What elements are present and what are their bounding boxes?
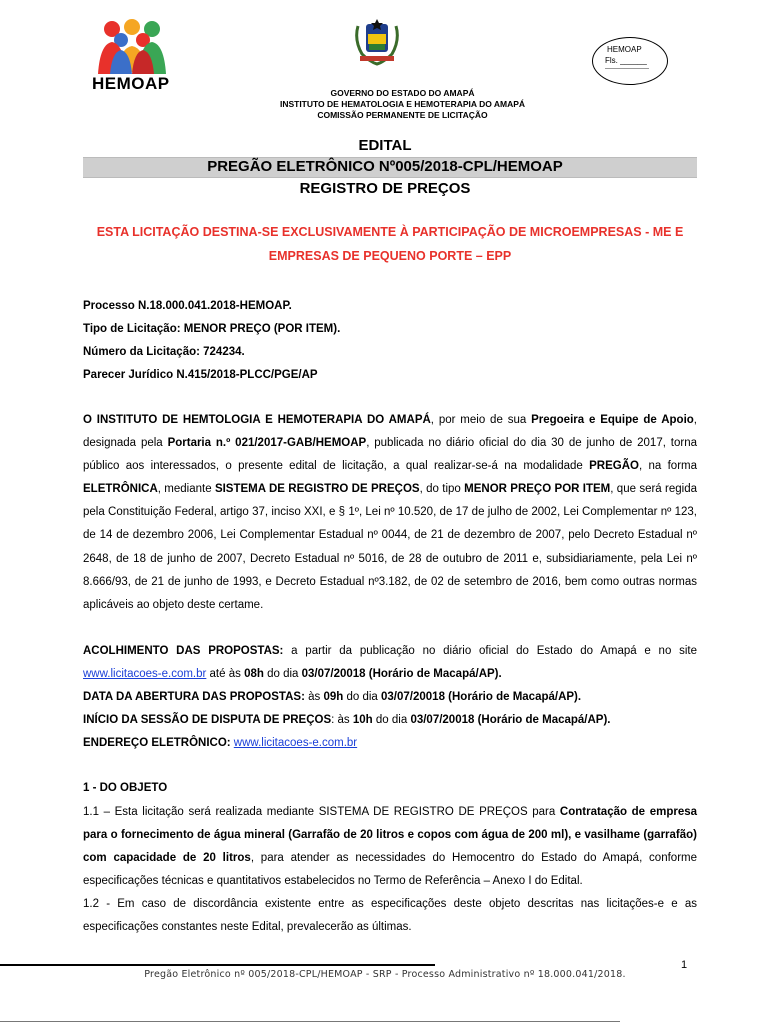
gov-line-3: COMISSÃO PERMANENTE DE LICITAÇÃO (317, 110, 488, 120)
bottom-rule (0, 1021, 620, 1022)
sessao-line: INÍCIO DA SESSÃO DE DISPUTA DE PREÇOS: às 10h do dia 03/07/20018 (Horário de Macapá/AP). (83, 714, 611, 726)
stamp-title: HEMOAP (607, 45, 642, 54)
title-pregao: PREGÃO ELETRÔNICO Nº005/2018-CPL/HEMOAP (207, 158, 563, 175)
page-number: 1 (681, 959, 688, 971)
endereco-link[interactable]: www.licitacoes-e.com.br (233, 737, 358, 749)
title-edital: EDITAL (358, 137, 412, 154)
stamp-folio: Fls. ______ (605, 56, 647, 65)
footer-rule (0, 964, 435, 966)
objeto-paragraph-1: 1.1 – Esta licitação será realizada mediante SISTEMA DE REGISTRO DE PREÇOS para Contratação de empresa para o fornecimento de água mineral (Garrafão de 20 litros e copos com água de 200 ml), e vasilhame (garrafão) com capacidade de 20 litros, para atender as necessidades do Hemocentro do Estado do Amapá, conforme especificações técnicas e quantitativos estabelecidos no Termo de Referência – Anexo I do Edital. (83, 806, 698, 888)
endereco-line: ENDEREÇO ELETRÔNICO: www.licitacoes-e.com.br (83, 737, 358, 749)
logo-text: HEMOAP (92, 74, 170, 93)
licitacoes-link[interactable]: www.licitacoes-e.com.br (83, 668, 207, 681)
gov-line-1: GOVERNO DO ESTADO DO AMAPÁ (330, 88, 475, 98)
title-registro: REGISTRO DE PREÇOS (299, 180, 471, 197)
footer-text: Pregão Eletrônico nº 005/2018-CPL/HEMOAP - SRP - Processo Administrativo nº 18.000.041/2018. (144, 969, 626, 980)
state-crest-icon (352, 18, 402, 66)
numero-licitacao: Número da Licitação: 724234. (83, 346, 245, 358)
abertura-line: DATA DA ABERTURA DAS PROPOSTAS: às 09h do dia 03/07/20018 (Horário de Macapá/AP). (83, 691, 582, 703)
intro-paragraph: O INSTITUTO DE HEMTOLOGIA E HEMOTERAPIA DO AMAPÁ, por meio de sua Pregoeira e Equipe de Apoio, designada pela Portaria n.º 021/2017-GAB/HEMOAP, publicada no diário oficial do dia 30 de junho de 2017, torna público aos interessados, o presente edital de licitação, a qual realizar-se-á na modalidade PREGÃO, na forma ELETRÔNICA, mediante SISTEMA DE REGISTRO DE PREÇOS, do tipo MENOR PREÇO POR ITEM, que será regida pela Constituição Federal, artigo 37, inciso XXI, e § 1º, Lei nº 10.520, de 17 de julho de 2002, Lei Complementar nº 123, de 14 de dezembro 2006, Lei Complementar Estadual nº 0044, de 21 de dezembro de 2007, pelo Decreto Estadual nº 2648, de 18 de junho de 2007, Decreto Estadual nº 5016, de 28 de outubro de 2011 e, subsidiariamente, pela Lei nº 8.666/93, de 21 de junho de 1993, e Decreto Estadual nº3.182, de 02 de setembro de 2016, bem como outras normas aplicáveis ao objeto deste certame. (83, 414, 698, 611)
tipo-licitacao: Tipo de Licitação: MENOR PREÇO (POR ITEM). (83, 323, 341, 335)
processo-number: Processo N.18.000.041.2018-HEMOAP. (83, 300, 292, 312)
notice-line-1: ESTA LICITAÇÃO DESTINA-SE EXCLUSIVAMENTE À PARTICIPAÇÃO DE MICROEMPRESAS - ME E (96, 225, 684, 239)
gov-line-2: INSTITUTO DE HEMATOLOGIA E HEMOTERAPIA DO AMAPÁ (279, 99, 526, 109)
acolhimento-paragraph: ACOLHIMENTO DAS PROPOSTAS: a partir da publicação no diário oficial do Estado do Amapá e no site www.licitacoes-e.com.br até às 08h do dia 03/07/20018 (Horário de Macapá/AP). (83, 645, 698, 681)
objeto-heading: 1 - DO OBJETO (83, 782, 168, 794)
hemoap-logo (88, 18, 178, 98)
objeto-paragraph-2: 1.2 - Em caso de discordância existente entre as especificações deste objeto descritas nas licitações-e e as especificações constantes neste Edital, prevalecerão as últimas. (83, 898, 697, 934)
notice-line-2: EMPRESAS DE PEQUENO PORTE – EPP (268, 249, 512, 263)
folio-stamp (592, 37, 668, 85)
people-logo-icon (88, 18, 178, 76)
parecer-juridico: Parecer Jurídico N.415/2018-PLCC/PGE/AP (83, 369, 318, 381)
stamp-rule (605, 68, 649, 69)
